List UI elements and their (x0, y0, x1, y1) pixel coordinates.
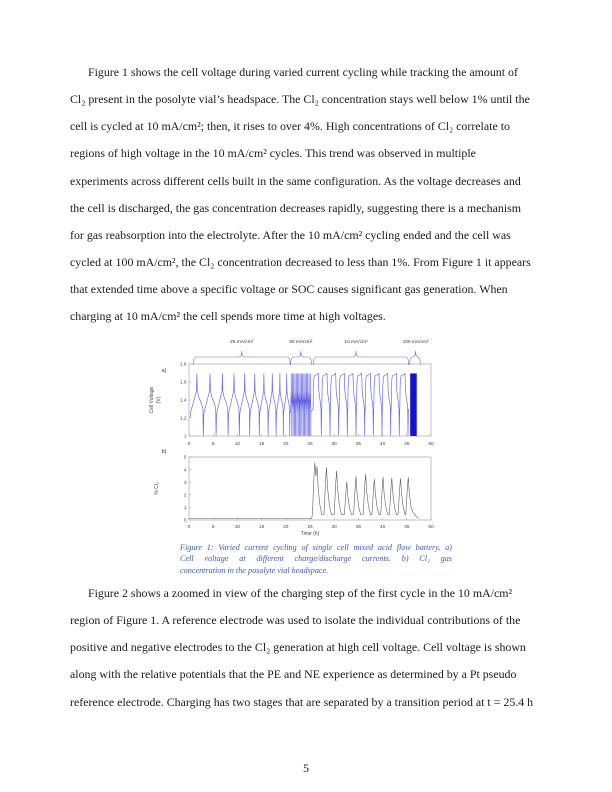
x-tick-label-a: 50 (428, 442, 434, 447)
y-axis-label-a2: (V) (156, 396, 162, 404)
region-label: 50 mA/cm² (289, 340, 313, 345)
text-line: Figure 2 shows a zoomed in view of the charging step of the first cycle in the 10 mA/cm² (88, 586, 513, 600)
y-tick-label-b: 5 (183, 455, 187, 461)
x-tick-label-a: 20 (283, 442, 289, 447)
x-tick-label-b: 5 (211, 525, 215, 530)
x-axis-label: Time (h) (300, 531, 320, 537)
text-line: experiments across different cells built in the same configuration. As the voltage decreases and (70, 173, 521, 188)
paragraph-2 (70, 580, 556, 716)
text-line: cell is cycled at 10 mA/cm²; then, it rises to over 4%. High concentrations of Cl₂ correlate to (70, 119, 510, 134)
region-brace (313, 351, 408, 365)
region-brace (193, 351, 290, 365)
x-tick-label-a: 25 (307, 442, 313, 447)
region-brace (291, 351, 312, 365)
figure-1 (142, 329, 472, 543)
paragraph-1 (70, 59, 556, 331)
y-tick-label-b: 4 (183, 468, 187, 474)
y-tick-label-b: 3 (183, 480, 187, 486)
region-label: 10 mA/cm² (344, 340, 368, 345)
text-line: region of Figure 1. A reference electrode was used to isolate the individual contributions of the (70, 613, 521, 628)
panel-label-a: a) (161, 368, 167, 374)
region-label: 100 mA/cm² (402, 340, 429, 345)
y-tick-label-a: 1 (183, 434, 187, 440)
page-number: 5 (303, 761, 309, 775)
caption-line: Figure 1: Varied current cycling of single cell mixed acid flow battery. a) (180, 543, 452, 552)
region-brace (410, 351, 421, 365)
x-tick-label-b: 20 (283, 525, 289, 530)
text-line: for gas reabsorption into the electrolyte. After the 10 mA/cm² cycling ended and the cell was (70, 227, 511, 242)
y-tick-label-a: 1.4 (179, 398, 187, 404)
y-tick-label-b: 0 (183, 518, 187, 524)
text-line: that extended time above a specific voltage or SOC causes significant gas generation. When (70, 282, 508, 297)
panel-label-b: b) (161, 449, 167, 455)
text-line: regions of high voltage in the 10 mA/cm² cycles. This trend was observed in multiple (70, 146, 476, 161)
x-tick-label-a: 30 (331, 442, 337, 447)
x-tick-label-b: 15 (258, 525, 265, 530)
text-line: along with the relative potentials that the PE and NE experience as determined by a Pt pseudo (70, 667, 517, 682)
x-tick-label-a: 40 (379, 442, 386, 447)
text-line: cycled at 100 mA/cm², the Cl₂ concentration decreased to less than 1%. From Figure 1 it appears (70, 255, 531, 270)
region-label: 25 mA/cm² (230, 340, 254, 345)
cl2-concentration-trace (189, 463, 419, 519)
y-axis-label-b: % Cl₂ (154, 482, 160, 495)
y-axis-label-a: Cell Voltage (149, 386, 155, 414)
current-block-100 (410, 373, 417, 436)
x-tick-label-a: 15 (258, 442, 265, 447)
x-tick-label-a: 10 (234, 442, 241, 447)
x-tick-label-b: 50 (428, 525, 434, 530)
y-tick-label-b: 1 (183, 506, 187, 512)
x-tick-label-b: 30 (331, 525, 337, 530)
text-line: reference electrode. Charging has two stages that are separated by a transition period at t = 25.4 h (70, 694, 534, 709)
x-tick-label-b: 10 (234, 525, 241, 530)
text-line: positive and negative electrodes to the Cl₂ generation at high cell voltage. Cell voltage is shown (70, 640, 526, 655)
axis-box-b (189, 457, 431, 520)
text-line: charging at 10 mA/cm² the cell spends more time at high voltages. (70, 309, 386, 324)
y-tick-label-b: 2 (183, 493, 187, 499)
x-tick-label-a: 35 (355, 442, 362, 447)
x-tick-label-b: 45 (404, 525, 410, 530)
x-tick-label-a: 0 (187, 442, 191, 447)
x-tick-label-b: 25 (307, 525, 313, 530)
figure-1-caption (180, 542, 452, 576)
text-line: Figure 1 shows the cell voltage during varied current cycling while tracking the amount of (88, 65, 518, 79)
x-tick-label-b: 35 (355, 525, 362, 530)
caption-line: concentration in the posolyte vial headspace. (180, 565, 329, 575)
x-tick-label-b: 0 (187, 525, 191, 530)
y-tick-label-a: 1.6 (179, 380, 187, 386)
text-line: Cl₂ present in the posolyte vial’s headspace. The Cl₂ concentration stays well below 1% until the (70, 92, 530, 107)
y-tick-label-a: 1.8 (179, 362, 187, 368)
figure-1-chart (142, 329, 472, 543)
x-tick-label-b: 40 (379, 525, 386, 530)
text-line: the cell is discharged, the gas concentration decreases rapidly, suggesting there is a mechanism (70, 200, 522, 215)
y-tick-label-a: 1.2 (179, 416, 187, 422)
cell-voltage-trace (190, 374, 408, 436)
caption-line: Cell voltage at different charge/discharge currents. b) Cl₂ gas (180, 554, 452, 564)
x-tick-label-a: 45 (404, 442, 410, 447)
x-tick-label-a: 5 (211, 442, 215, 447)
